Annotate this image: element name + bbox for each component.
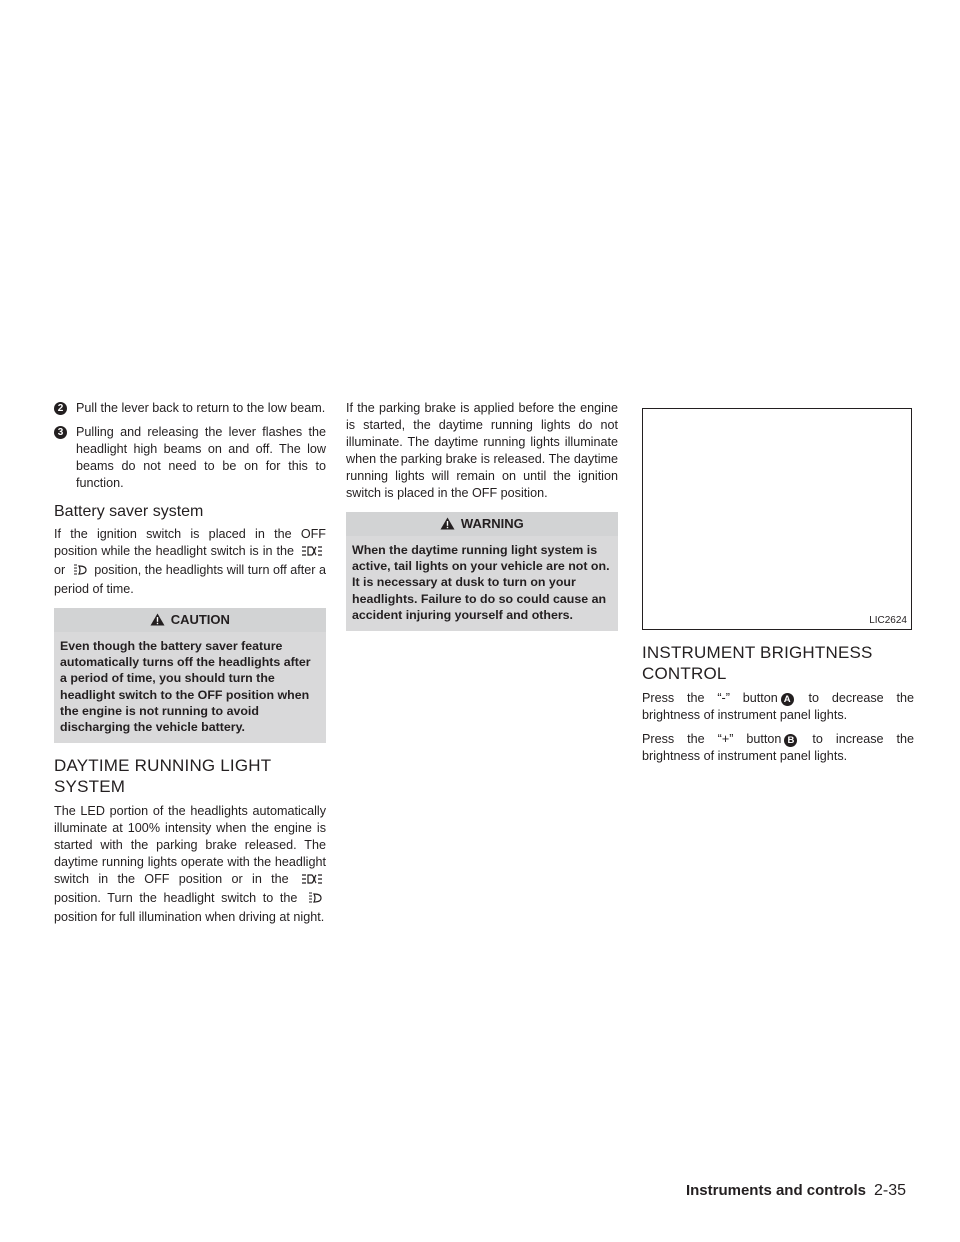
parking-light-icon [301,873,323,890]
parking-brake-paragraph: If the parking brake is applied before the engine is started, the daytime running lights do not illuminate. The daytime running lights illuminate when the parking brake is released. The daytime running lights will remain on until the ignition switch is placed in the OFF position. [346,401,618,500]
warning-triangle-icon [440,514,455,538]
button-a-badge: A [781,693,794,706]
footer-section-title: Instruments and controls [685,1182,866,1199]
warning-title: WARNING [460,516,524,531]
step-number-badge: 3 [54,426,67,439]
battery-saver-paragraph: If the ignition switch is placed in the OFF position while the headlight switch is in the or position, the headlights will turn off after a period of time. [54,527,327,596]
brightness-heading: INSTRUMENT BRIGHTNESS CONTROL [642,643,873,683]
battery-saver-heading: Battery saver system [54,503,204,520]
caution-body: Even though the battery saver feature automatically turns off the headlights after a period of time, you should turn the headlight switch to the OFF position when the engine is not running to avoid discharging the vehicle battery. [60,639,311,735]
step-number-badge: 2 [54,402,67,415]
headlight-icon [307,892,323,909]
step-3 [54,424,326,492]
brightness-increase-paragraph: Press the “+” button B to increase the brightness of instrument panel lights. [642,732,915,763]
caution-box [54,608,326,743]
button-b-badge: B [784,734,797,747]
step-3-text: Pulling and releasing the lever flashes the headlight high beams on and off. The low beams do not need to be on for this to function. [76,425,326,490]
column-middle [346,400,618,643]
warning-body: When the daytime running light system is active, tail lights on your vehicle are not on. It is necessary at dusk to turn on your headlights. Failure to do so could cause an accident injuring yourself and others. [352,543,610,622]
headlight-icon [72,564,88,581]
brightness-decrease-paragraph: Press the “-” button A to decrease the brightness of instrument panel lights. [642,691,914,722]
drl-paragraph: The LED portion of the headlights automatically illuminate at 100% intensity when the engine is started with the parking brake released. The daytime running lights operate with the headlight switch in the OFF position or in the position. Turn the headlight switch to the position for full illumination when driving at night. [54,804,326,925]
caution-title: CAUTION [170,612,230,627]
figure-code: LIC2624 [869,615,907,626]
drl-heading: DAYTIME RUNNING LIGHT SYSTEM [54,756,272,797]
parking-light-icon [301,545,323,562]
step-2-text: Pull the lever back to return to the low beam. [76,401,326,415]
illustration-figure [642,408,912,630]
page-number: 2-35 [873,1182,906,1199]
page-footer [686,1182,906,1200]
step-2 [54,400,326,417]
column-left [54,400,326,933]
warning-triangle-icon [150,610,165,634]
warning-box [346,512,618,631]
